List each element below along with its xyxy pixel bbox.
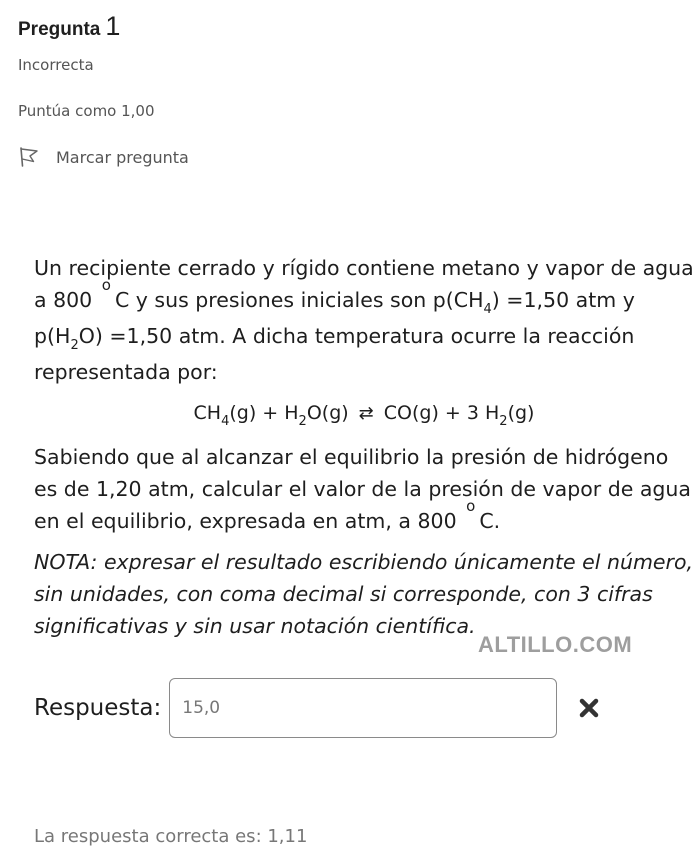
question-paragraph-1 (34, 252, 694, 388)
text-fragment: (g) (507, 402, 535, 424)
answer-row (34, 678, 601, 738)
answer-value: 15,0 (182, 698, 221, 718)
question-paragraph-2 (34, 441, 694, 539)
reaction-equation (34, 397, 694, 432)
text-fragment: C. (479, 509, 501, 533)
text-fragment: Sabiendo que al alcanzar el equilibrio la presión de hidrógeno es de 1,20 atm, calcular el valor de la presión de vapor de agua en el equilibrio, expresada en atm, a 800 (34, 445, 691, 533)
question-state: Incorrecta (18, 56, 94, 74)
flag-icon (18, 146, 42, 168)
text-fragment: (g) + H (229, 402, 299, 424)
text-fragment: O(g) (306, 402, 349, 424)
text-fragment: CO(g) + 3 H (383, 402, 500, 424)
question-text (34, 252, 694, 642)
equilibrium-arrow-icon: ⇄ (358, 403, 374, 424)
question-title (18, 8, 318, 44)
subscript: 2 (499, 414, 508, 429)
answer-input[interactable] (169, 678, 557, 738)
question-note: NOTA: expresar el resultado escribiendo únicamente el número, sin unidades, con coma decimal si corresponde, con 3 cifras significativas y sin usar notación científica. (34, 550, 694, 638)
subscript: 2 (70, 338, 79, 353)
flag-question-label: Marcar pregunta (56, 147, 189, 167)
subscript: 2 (298, 414, 307, 429)
text-fragment: O) =1,50 atm. A dicha temperatura ocurre la reacción representada por: (34, 324, 635, 384)
text-fragment: C y sus presiones iniciales son p(CH (114, 288, 484, 312)
answer-label: Respuesta: (34, 695, 162, 721)
question-info (18, 8, 318, 167)
incorrect-x-icon (577, 696, 601, 720)
question-grade: Puntúa como 1,00 (18, 102, 155, 120)
degree-mark: o (101, 276, 111, 294)
flag-question-link[interactable] (18, 146, 189, 168)
text-fragment: CH (193, 402, 222, 424)
watermark: ALTILLO.COM (478, 632, 633, 657)
question-number: 1 (105, 11, 121, 41)
subscript: 4 (483, 302, 492, 317)
text-fragment: ) =1,50 atm y p(H (34, 288, 635, 348)
correct-answer-feedback: La respuesta correcta es: 1,11 (34, 826, 308, 847)
degree-mark: o (466, 497, 476, 515)
question-label: Pregunta (18, 19, 101, 40)
text-fragment: Un recipiente cerrado y rígido contiene metano y vapor de agua a 800 (34, 256, 694, 312)
subscript: 4 (221, 414, 230, 429)
